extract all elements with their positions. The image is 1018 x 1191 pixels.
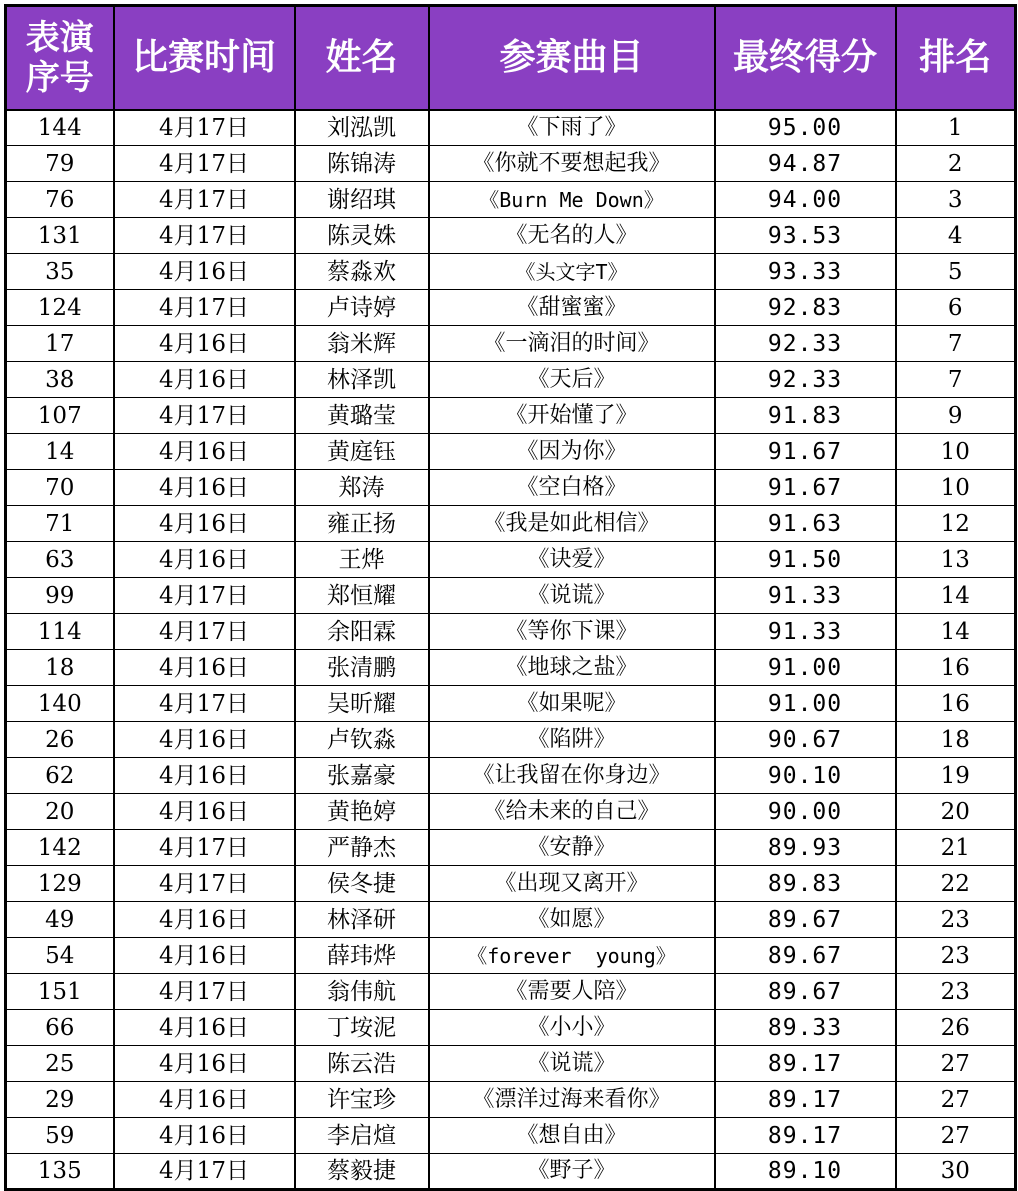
date-cell: 4月17日 (114, 866, 295, 902)
song-cell: 《野子》 (429, 1154, 715, 1190)
date-cell: 4月16日 (114, 362, 295, 398)
performance-number-cell: 17 (6, 326, 114, 362)
song-cell: 《陷阱》 (429, 722, 715, 758)
rank-cell: 23 (896, 902, 1016, 938)
rank-cell: 14 (896, 578, 1016, 614)
date-cell: 4月17日 (114, 398, 295, 434)
performance-number-cell: 66 (6, 1010, 114, 1046)
name-cell: 卢钦淼 (295, 722, 429, 758)
score-cell: 91.50 (715, 542, 896, 578)
date-cell: 4月16日 (114, 1082, 295, 1118)
performance-number-cell: 99 (6, 578, 114, 614)
name-cell: 谢绍琪 (295, 182, 429, 218)
score-cell: 91.33 (715, 614, 896, 650)
performance-number-cell: 151 (6, 974, 114, 1010)
name-cell: 张清鹏 (295, 650, 429, 686)
song-cell: 《如果呢》 (429, 686, 715, 722)
date-cell: 4月16日 (114, 902, 295, 938)
rank-cell: 7 (896, 326, 1016, 362)
song-cell: 《漂洋过海来看你》 (429, 1082, 715, 1118)
song-cell: 《一滴泪的时间》 (429, 326, 715, 362)
table-row (6, 758, 1016, 794)
date-cell: 4月17日 (114, 830, 295, 866)
name-cell: 雍正扬 (295, 506, 429, 542)
performance-number-cell: 140 (6, 686, 114, 722)
score-cell: 90.00 (715, 794, 896, 830)
date-cell: 4月17日 (114, 1154, 295, 1190)
performance-number-cell: 107 (6, 398, 114, 434)
rank-cell: 19 (896, 758, 1016, 794)
date-cell: 4月17日 (114, 218, 295, 254)
name-cell: 严静杰 (295, 830, 429, 866)
song-cell: 《因为你》 (429, 434, 715, 470)
rank-cell: 4 (896, 218, 1016, 254)
table-row (6, 974, 1016, 1010)
score-cell: 94.87 (715, 146, 896, 182)
date-cell: 4月17日 (114, 578, 295, 614)
table-row (6, 362, 1016, 398)
date-cell: 4月16日 (114, 542, 295, 578)
song-cell: 《空白格》 (429, 470, 715, 506)
date-cell: 4月16日 (114, 254, 295, 290)
score-cell: 90.10 (715, 758, 896, 794)
rank-cell: 10 (896, 434, 1016, 470)
table-row (6, 902, 1016, 938)
name-cell: 张嘉豪 (295, 758, 429, 794)
name-cell: 郑涛 (295, 470, 429, 506)
performance-number-cell: 35 (6, 254, 114, 290)
rank-cell: 14 (896, 614, 1016, 650)
table-row (6, 398, 1016, 434)
date-cell: 4月16日 (114, 434, 295, 470)
rank-cell: 27 (896, 1118, 1016, 1154)
table-row (6, 146, 1016, 182)
table-row (6, 1046, 1016, 1082)
header-rank: 排名 (896, 6, 1016, 110)
song-cell: 《forever young》 (429, 938, 715, 974)
score-cell: 89.33 (715, 1010, 896, 1046)
song-cell: 《让我留在你身边》 (429, 758, 715, 794)
date-cell: 4月16日 (114, 758, 295, 794)
header-name: 姓名 (295, 6, 429, 110)
song-cell: 《需要人陪》 (429, 974, 715, 1010)
table-body (6, 110, 1016, 1190)
name-cell: 侯冬捷 (295, 866, 429, 902)
rank-cell: 20 (896, 794, 1016, 830)
name-cell: 李启煊 (295, 1118, 429, 1154)
performance-number-cell: 18 (6, 650, 114, 686)
performance-number-cell: 144 (6, 110, 114, 146)
name-cell: 王烨 (295, 542, 429, 578)
name-cell: 丁垵泥 (295, 1010, 429, 1046)
date-cell: 4月17日 (114, 686, 295, 722)
table-row (6, 830, 1016, 866)
table-row (6, 254, 1016, 290)
score-cell: 92.33 (715, 326, 896, 362)
song-cell: 《我是如此相信》 (429, 506, 715, 542)
song-cell: 《说谎》 (429, 1046, 715, 1082)
performance-number-cell: 20 (6, 794, 114, 830)
score-cell: 91.67 (715, 434, 896, 470)
table-row (6, 1154, 1016, 1190)
date-cell: 4月16日 (114, 722, 295, 758)
performance-number-cell: 71 (6, 506, 114, 542)
score-cell: 93.33 (715, 254, 896, 290)
table-row (6, 1082, 1016, 1118)
table-row (6, 614, 1016, 650)
song-cell: 《地球之盐》 (429, 650, 715, 686)
name-cell: 蔡淼欢 (295, 254, 429, 290)
name-cell: 余阳霖 (295, 614, 429, 650)
song-cell: 《天后》 (429, 362, 715, 398)
score-cell: 94.00 (715, 182, 896, 218)
table-row (6, 1010, 1016, 1046)
table-row (6, 218, 1016, 254)
performance-number-cell: 129 (6, 866, 114, 902)
name-cell: 陈锦涛 (295, 146, 429, 182)
score-cell: 91.63 (715, 506, 896, 542)
date-cell: 4月16日 (114, 1046, 295, 1082)
song-cell: 《诀爱》 (429, 542, 715, 578)
score-cell: 91.33 (715, 578, 896, 614)
table-row (6, 542, 1016, 578)
rank-cell: 23 (896, 938, 1016, 974)
performance-number-cell: 124 (6, 290, 114, 326)
score-cell: 91.00 (715, 650, 896, 686)
performance-number-cell: 114 (6, 614, 114, 650)
rank-cell: 18 (896, 722, 1016, 758)
performance-number-cell: 38 (6, 362, 114, 398)
name-cell: 刘泓凯 (295, 110, 429, 146)
table-row (6, 794, 1016, 830)
score-cell: 89.93 (715, 830, 896, 866)
table-row (6, 722, 1016, 758)
name-cell: 蔡毅捷 (295, 1154, 429, 1190)
table-row (6, 434, 1016, 470)
song-cell: 《安静》 (429, 830, 715, 866)
song-cell: 《给未来的自己》 (429, 794, 715, 830)
name-cell: 黄璐莹 (295, 398, 429, 434)
date-cell: 4月17日 (114, 290, 295, 326)
name-cell: 薛玮烨 (295, 938, 429, 974)
date-cell: 4月16日 (114, 1010, 295, 1046)
date-cell: 4月17日 (114, 110, 295, 146)
table-row (6, 506, 1016, 542)
score-cell: 92.33 (715, 362, 896, 398)
rank-cell: 26 (896, 1010, 1016, 1046)
name-cell: 郑恒耀 (295, 578, 429, 614)
date-cell: 4月17日 (114, 974, 295, 1010)
rank-cell: 10 (896, 470, 1016, 506)
score-cell: 89.67 (715, 902, 896, 938)
performance-number-cell: 59 (6, 1118, 114, 1154)
name-cell: 翁米辉 (295, 326, 429, 362)
table-row (6, 182, 1016, 218)
rank-cell: 7 (896, 362, 1016, 398)
header-song: 参赛曲目 (429, 6, 715, 110)
date-cell: 4月16日 (114, 938, 295, 974)
performance-number-cell: 62 (6, 758, 114, 794)
header-row (6, 6, 1016, 110)
name-cell: 黄艳婷 (295, 794, 429, 830)
score-cell: 93.53 (715, 218, 896, 254)
song-cell: 《Burn Me Down》 (429, 182, 715, 218)
song-cell: 《说谎》 (429, 578, 715, 614)
rank-cell: 3 (896, 182, 1016, 218)
date-cell: 4月17日 (114, 146, 295, 182)
table-row (6, 686, 1016, 722)
date-cell: 4月17日 (114, 182, 295, 218)
rank-cell: 21 (896, 830, 1016, 866)
table-row (6, 650, 1016, 686)
rank-cell: 2 (896, 146, 1016, 182)
name-cell: 翁伟航 (295, 974, 429, 1010)
score-cell: 95.00 (715, 110, 896, 146)
header-performance-number: 表演 序号 (6, 6, 114, 110)
song-cell: 《想自由》 (429, 1118, 715, 1154)
song-cell: 《下雨了》 (429, 110, 715, 146)
name-cell: 吴昕耀 (295, 686, 429, 722)
score-cell: 89.17 (715, 1118, 896, 1154)
table-row (6, 290, 1016, 326)
results-table (4, 4, 1017, 1191)
score-cell: 91.83 (715, 398, 896, 434)
name-cell: 卢诗婷 (295, 290, 429, 326)
date-cell: 4月16日 (114, 470, 295, 506)
date-cell: 4月16日 (114, 1118, 295, 1154)
name-cell: 林泽凯 (295, 362, 429, 398)
song-cell: 《你就不要想起我》 (429, 146, 715, 182)
table-row (6, 578, 1016, 614)
rank-cell: 27 (896, 1046, 1016, 1082)
rank-cell: 16 (896, 686, 1016, 722)
header-date: 比赛时间 (114, 6, 295, 110)
date-cell: 4月16日 (114, 650, 295, 686)
song-cell: 《小小》 (429, 1010, 715, 1046)
date-cell: 4月16日 (114, 506, 295, 542)
score-cell: 89.17 (715, 1082, 896, 1118)
score-cell: 89.67 (715, 938, 896, 974)
song-cell: 《甜蜜蜜》 (429, 290, 715, 326)
rank-cell: 22 (896, 866, 1016, 902)
rank-cell: 16 (896, 650, 1016, 686)
score-cell: 91.67 (715, 470, 896, 506)
song-cell: 《开始懂了》 (429, 398, 715, 434)
name-cell: 陈云浩 (295, 1046, 429, 1082)
performance-number-cell: 142 (6, 830, 114, 866)
date-cell: 4月17日 (114, 614, 295, 650)
name-cell: 许宝珍 (295, 1082, 429, 1118)
performance-number-cell: 49 (6, 902, 114, 938)
score-cell: 89.83 (715, 866, 896, 902)
date-cell: 4月16日 (114, 794, 295, 830)
score-cell: 89.10 (715, 1154, 896, 1190)
performance-number-cell: 135 (6, 1154, 114, 1190)
rank-cell: 12 (896, 506, 1016, 542)
performance-number-cell: 54 (6, 938, 114, 974)
song-cell: 《无名的人》 (429, 218, 715, 254)
performance-number-cell: 76 (6, 182, 114, 218)
rank-cell: 1 (896, 110, 1016, 146)
rank-cell: 30 (896, 1154, 1016, 1190)
table-row (6, 1118, 1016, 1154)
rank-cell: 13 (896, 542, 1016, 578)
name-cell: 林泽研 (295, 902, 429, 938)
performance-number-cell: 14 (6, 434, 114, 470)
performance-number-cell: 131 (6, 218, 114, 254)
score-cell: 91.00 (715, 686, 896, 722)
rank-cell: 23 (896, 974, 1016, 1010)
score-cell: 89.17 (715, 1046, 896, 1082)
rank-cell: 6 (896, 290, 1016, 326)
song-cell: 《头文字T》 (429, 254, 715, 290)
song-cell: 《如愿》 (429, 902, 715, 938)
score-cell: 90.67 (715, 722, 896, 758)
table-row (6, 938, 1016, 974)
song-cell: 《出现又离开》 (429, 866, 715, 902)
table-row (6, 866, 1016, 902)
name-cell: 黄庭钰 (295, 434, 429, 470)
table-row (6, 110, 1016, 146)
name-cell: 陈灵姝 (295, 218, 429, 254)
date-cell: 4月16日 (114, 326, 295, 362)
rank-cell: 9 (896, 398, 1016, 434)
performance-number-cell: 70 (6, 470, 114, 506)
table-row (6, 326, 1016, 362)
header-score: 最终得分 (715, 6, 896, 110)
performance-number-cell: 79 (6, 146, 114, 182)
rank-cell: 5 (896, 254, 1016, 290)
performance-number-cell: 29 (6, 1082, 114, 1118)
performance-number-cell: 25 (6, 1046, 114, 1082)
performance-number-cell: 63 (6, 542, 114, 578)
song-cell: 《等你下课》 (429, 614, 715, 650)
table-row (6, 470, 1016, 506)
score-cell: 92.83 (715, 290, 896, 326)
score-cell: 89.67 (715, 974, 896, 1010)
performance-number-cell: 26 (6, 722, 114, 758)
rank-cell: 27 (896, 1082, 1016, 1118)
